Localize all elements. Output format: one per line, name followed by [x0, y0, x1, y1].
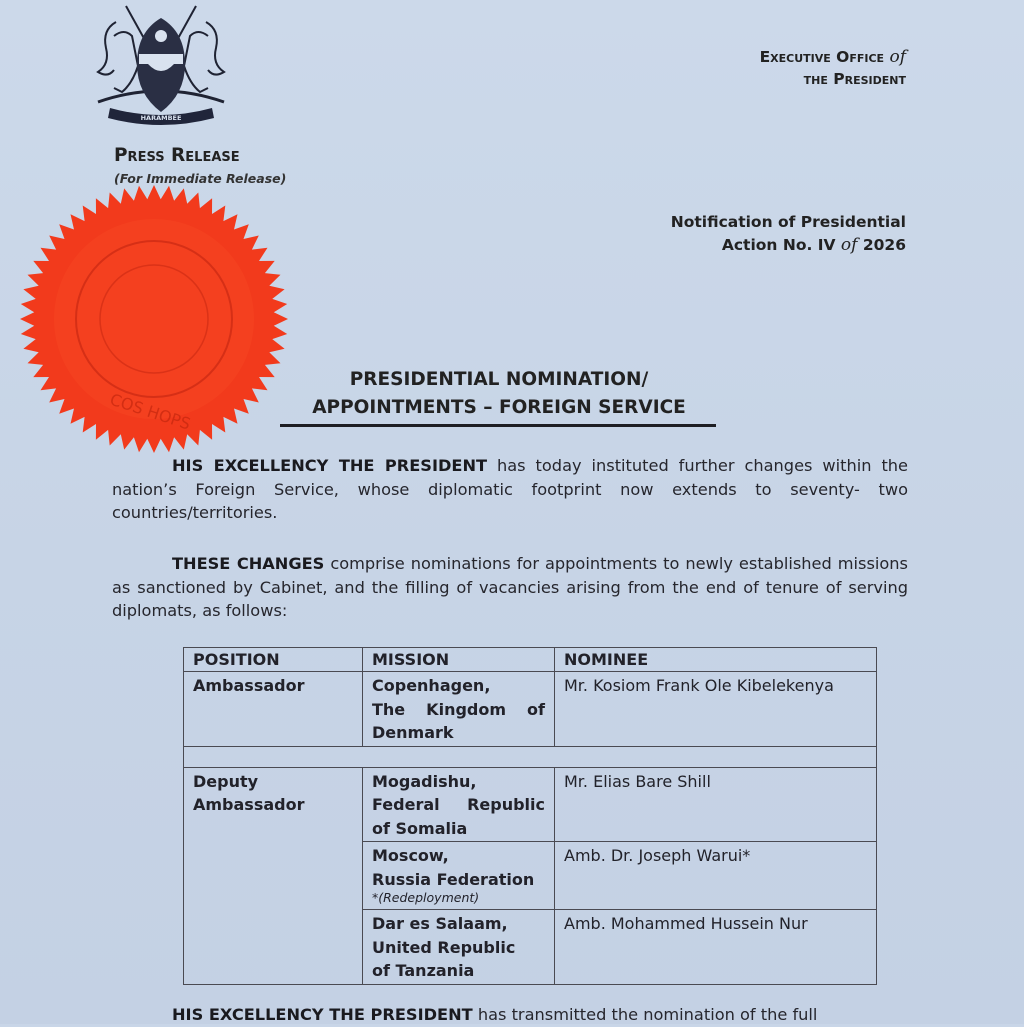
- nominee-cell: Amb. Mohammed Hussein Nur: [555, 910, 877, 985]
- nominee-cell: Mr. Kosiom Frank Ole Kibelekenya: [555, 672, 877, 747]
- paragraph-2-lead: THESE CHANGES: [172, 554, 325, 573]
- office-line-1: Executive Office of: [759, 47, 906, 67]
- paragraph-1-text: has today instituted further changes within the nation’s Foreign Service, whose diplomatic footprint now extends to seventy- two countries/territories.: [112, 456, 909, 522]
- emblem-motto: HARAMBEE: [140, 114, 182, 122]
- title-line-2: APPOINTMENTS – FOREIGN SERVICE: [312, 397, 686, 418]
- paragraph-1-lead: HIS EXCELLENCY THE PRESIDENT: [172, 456, 488, 475]
- table-spacer-row: [184, 746, 877, 767]
- coat-of-arms-emblem: [86, 2, 236, 126]
- header-mission: MISSION: [363, 648, 555, 672]
- page-title: [280, 366, 718, 422]
- header-nominee: NOMINEE: [555, 648, 877, 672]
- nominee-cell: Amb. Dr. Joseph Warui*: [555, 842, 877, 910]
- executive-office-heading: [760, 46, 906, 90]
- notif-line-1: Notification of Presidential: [670, 213, 906, 231]
- paragraph-2-text: comprise nominations for appointments to newly established missions as sanctioned by Cabinet, and the filling of vacancies arising from the end of tenure of serving diplomats, as follows:: [112, 554, 908, 620]
- seal-text: COS HOPS: [107, 389, 193, 434]
- mission-cell: Dar es Salaam, United Republic of Tanzania: [363, 910, 555, 985]
- header-position: POSITION: [184, 648, 363, 672]
- press-release-heading: Press Release: [114, 145, 240, 166]
- table-header-row: [184, 648, 877, 672]
- title-line-1: PRESIDENTIAL NOMINATION/: [349, 369, 649, 390]
- paragraph-3-lead: HIS EXCELLENCY THE PRESIDENT: [172, 1005, 473, 1024]
- mission-cell: Moscow, Russia Federation *(Redeployment): [363, 842, 555, 910]
- office-line-2: the President: [803, 70, 906, 88]
- position-cell: Ambassador: [184, 672, 363, 747]
- position-cell: Deputy Ambassador: [184, 767, 363, 984]
- paragraph-3-text: has transmitted the nomination of the full: [472, 1005, 818, 1024]
- notification-number: [671, 211, 906, 257]
- nominee-cell: Mr. Elias Bare Shill: [555, 767, 877, 842]
- mission-cell: Copenhagen, The Kingdom of Denmark: [363, 672, 555, 747]
- notif-line-2: Action No. IV of 2026: [721, 235, 906, 255]
- nominations-table: [183, 647, 877, 985]
- paragraph-3: [112, 1003, 908, 1027]
- mission-cell: Mogadishu, Federal Republic of Somalia: [363, 767, 555, 842]
- table-row: [184, 767, 877, 842]
- title-underline: [280, 424, 716, 427]
- table-row: [184, 672, 877, 747]
- paragraph-2: [112, 552, 908, 623]
- paragraph-1: [112, 454, 908, 525]
- immediate-release-note: (For Immediate Release): [114, 171, 287, 186]
- red-seal-stamp: [18, 185, 290, 453]
- redeployment-note: *(Redeployment): [372, 890, 480, 905]
